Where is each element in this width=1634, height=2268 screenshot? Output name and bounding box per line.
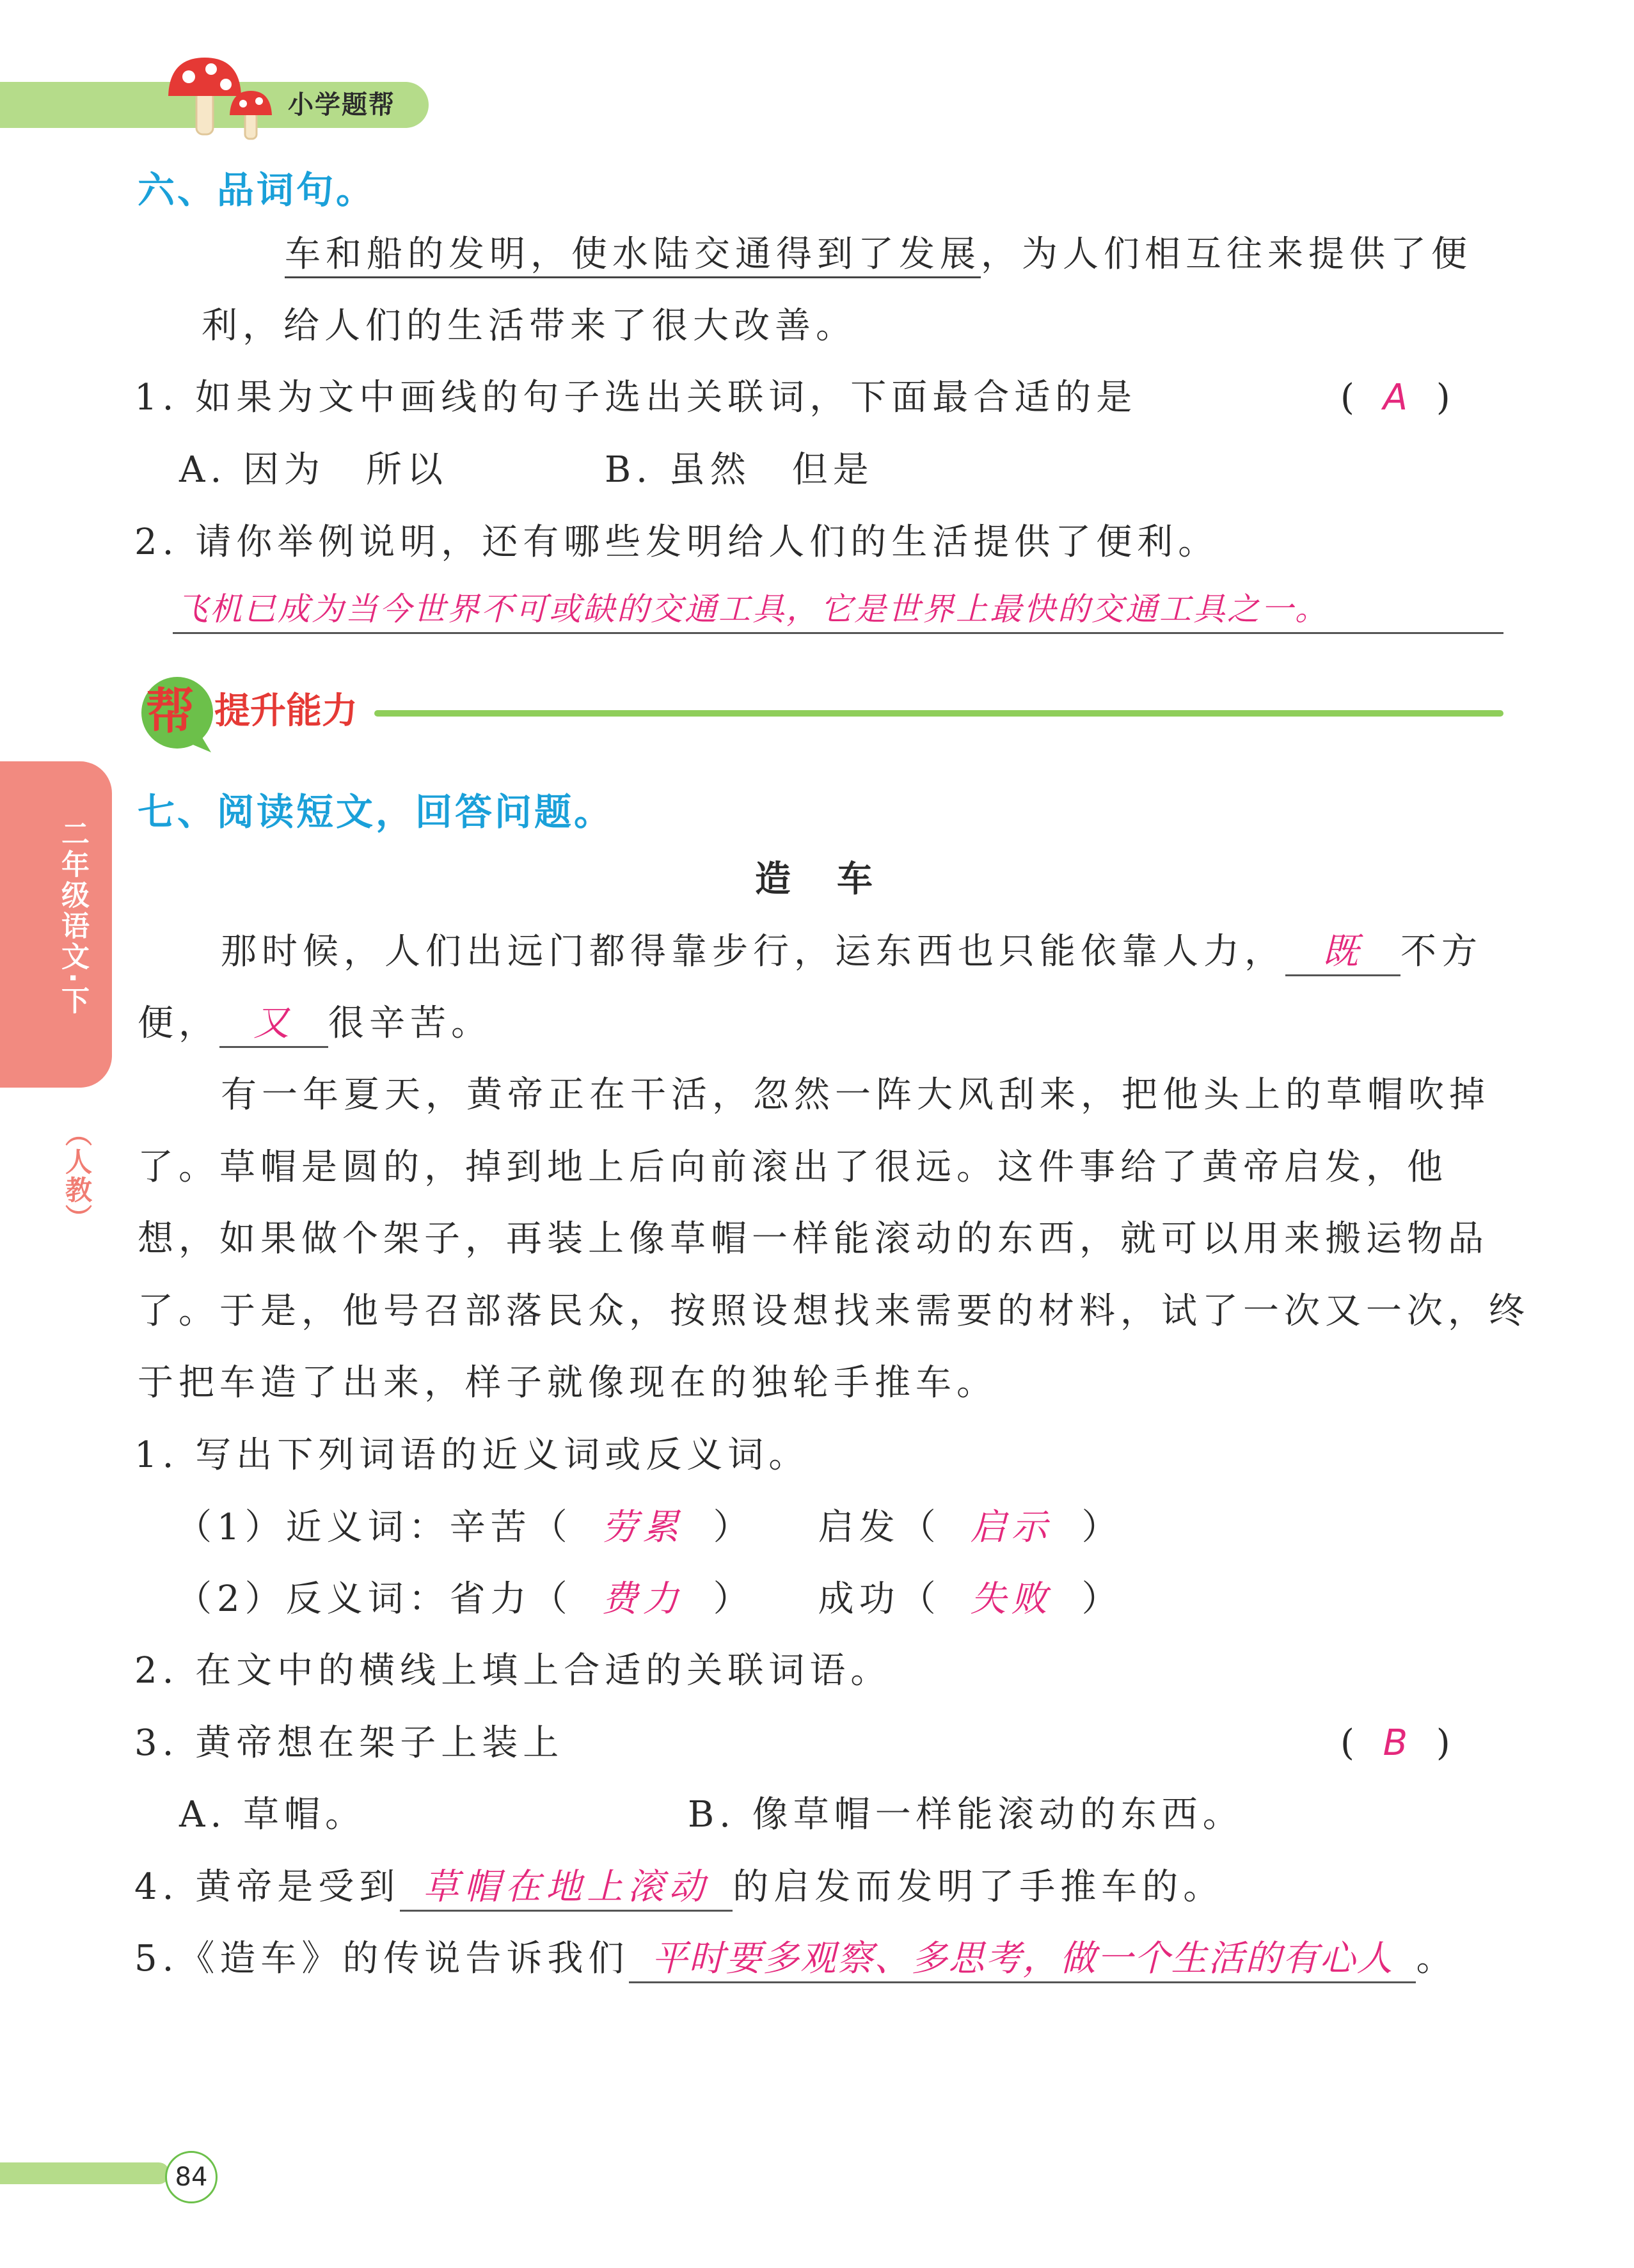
side-tab-grade: 二年级语文·下 [56,819,89,1017]
q1-1-answer-1: 劳累 [601,1507,684,1548]
mushroom-logo-icon [163,51,285,147]
story-p2-line2: 了。草帽是圆的，掉到地上后向前滚出了很远。这件事给了黄帝启发，他 [138,1146,1448,1188]
section6-title: 六、品词句。 [138,168,376,212]
side-tab-edition: （人教） [61,1120,93,1232]
story-title: 造 车 [755,859,878,900]
section7-q3-option-b: B. 像草帽一样能滚动的东西。 [688,1794,1244,1836]
story-p2-line4: 了。于是，他号召部落民众，按照设想找来需要的材料，试了一次又一次，终 [138,1290,1530,1332]
section6-q1-answer-paren: ( A ) [1340,372,1456,424]
q1-1-answer-2: 启示 [970,1507,1052,1548]
q1-2-answer-1: 费力 [601,1578,684,1620]
banner-divider [374,710,1503,717]
story-p1-line2: 便， 又 很辛苦。 [138,998,492,1049]
section7-title: 七、阅读短文，回答问题。 [138,790,614,834]
banner-icon-char: 帮 [146,683,194,740]
story-p2-line3: 想，如果做个架子，再装上像草帽一样能滚动的东西，就可以用来搬运物品 [138,1218,1489,1260]
blank-1: 既 [1285,930,1400,976]
section6-q1-option-b: B. 虽然 但是 [605,449,874,491]
blank-2: 又 [219,1001,328,1048]
section7-q3-option-a: A. 草帽。 [179,1794,367,1836]
section7-q2: 2. 在文中的横线上填上合适的关联词语。 [134,1650,892,1692]
passage-rest: ，为人们相互往来提供了便 [981,234,1472,275]
section7-q3-answer-paren: ( B ) [1340,1718,1456,1769]
section7-q1-2: （2）反义词：省力（ 费力 ） 成功（ 失败 ） [176,1574,1123,1625]
section6-q2: 2. 请你举例说明，还有哪些发明给人们的生活提供了便利。 [134,521,1219,563]
story-p2-line5: 于把车造了出来，样子就像现在的独轮手推车。 [138,1362,997,1404]
section7-q3: 3. 黄帝想在架子上装上 [134,1722,564,1764]
section7-q1-1: （1）近义词：辛苦（ 劳累 ） 启发（ 启示 ） [176,1502,1123,1553]
section6-q1: 1. 如果为文中画线的句子选出关联词，下面最合适的是 [134,377,1138,418]
section6-q2-answer: 飞机已成为当今世界不可或缺的交通工具，它是世界上最快的交通工具之一。 [176,591,1329,628]
q5-answer: 平时要多观察、多思考，做一个生活的有心人 [629,1937,1416,1983]
underlined-sentence: 车和船的发明，使水陆交通得到了发展 [285,234,981,278]
section7-q3-answer: B [1383,1722,1413,1764]
section6-q1-option-a: A. 因为 所以 [179,449,448,491]
section7-q4: 4. 黄帝是受到 草帽在地上滚动 的启发而发明了手推车的。 [134,1862,1224,1913]
section6-passage-line2: 利，给人们的生活带来了很大改善。 [202,305,857,347]
header-brand: 小学题帮 [288,90,395,120]
section6-q1-answer: A [1383,377,1413,418]
story-p1-line1: 那时候，人们出远门都得靠步行，运东西也只能依靠人力， 既 不方 [221,926,1482,978]
banner-label: 提升能力 [214,690,358,732]
section7-q1: 1. 写出下列词语的近义词或反义词。 [134,1434,810,1476]
section7-q5: 5.《造车》的传说告诉我们 平时要多观察、多思考，做一个生活的有心人 。 [134,1933,1457,1985]
q4-answer: 草帽在地上滚动 [400,1865,733,1912]
q1-2-answer-2: 失败 [970,1578,1052,1620]
story-p2-line1: 有一年夏天，黄帝正在干活，忽然一阵大风刮来，把他头上的草帽吹掉 [221,1074,1490,1116]
page-number: 84 [165,2151,218,2203]
section6-passage-line1 [285,229,1472,280]
footer-bar [0,2162,170,2184]
